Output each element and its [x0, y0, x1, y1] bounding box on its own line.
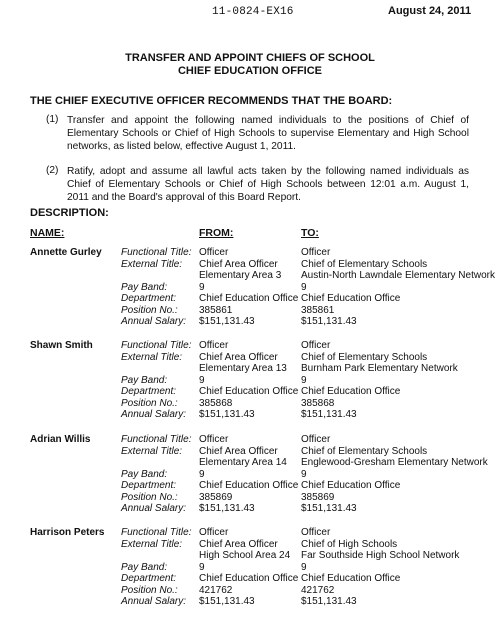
to-value: Chief of Elementary Schools — [301, 258, 428, 270]
to-value: Officer — [301, 434, 331, 445]
item-number: (1) — [46, 114, 59, 125]
from-value: Chief Education Office — [199, 293, 299, 304]
from-value: Officer — [199, 434, 229, 445]
from-value: Officer — [199, 247, 229, 258]
to-value: Chief of Elementary Schools — [301, 445, 428, 457]
item-text: Transfer and appoint the following named individuals to the positions of Chief of Elementary Schools or Chief of High Schools to supervise Elementary and High School networks, as listed below, effective August 1, 2011. — [67, 115, 469, 152]
item-number: (2) — [46, 165, 59, 176]
field-label: External Title: — [121, 445, 183, 457]
from-value: 421762 — [199, 584, 233, 596]
field-label: Pay Band: — [121, 468, 168, 480]
report-date: August 24, 2011 — [388, 5, 472, 17]
field-label: Annual Salary: — [121, 316, 187, 327]
from-value: 9 — [199, 281, 205, 293]
from-value: $151,131.43 — [199, 409, 255, 420]
to-value: Officer — [301, 247, 331, 258]
to-value: Officer — [301, 340, 331, 351]
recommend-heading: THE CHIEF EXECUTIVE OFFICER RECOMMENDS THAT THE BOARD: — [30, 95, 393, 107]
field-label: Position No.: — [121, 584, 178, 596]
from-value: Officer — [199, 527, 229, 538]
from-value: $151,131.43 — [199, 596, 255, 607]
field-label: Functional Title: — [121, 340, 192, 351]
field-label: External Title: — [121, 538, 183, 550]
from-value: Chief Area Officer — [199, 258, 278, 270]
field-label: Annual Salary: — [121, 596, 187, 607]
to-value: Burnham Park Elementary Network — [301, 363, 458, 374]
to-value: $151,131.43 — [301, 409, 357, 420]
from-value: Chief Area Officer — [199, 351, 278, 363]
from-value: Officer — [199, 340, 229, 351]
from-value: $151,131.43 — [199, 503, 255, 514]
from-value: 9 — [199, 561, 205, 573]
to-value: 9 — [301, 281, 307, 293]
to-value: Officer — [301, 527, 331, 538]
field-label: Pay Band: — [121, 561, 168, 573]
field-label: External Title: — [121, 258, 183, 270]
from-value: Elementary Area 3 — [199, 270, 282, 281]
to-value: 9 — [301, 374, 307, 386]
from-value: High School Area 24 — [199, 550, 291, 561]
to-value: Chief of High Schools — [301, 538, 398, 550]
field-label: Department: — [121, 293, 177, 304]
from-value: 9 — [199, 468, 205, 480]
from-value: Chief Education Office — [199, 573, 299, 584]
report-subtitle: CHIEF EDUCATION OFFICE — [177, 65, 322, 77]
to-value: $151,131.43 — [301, 503, 357, 514]
field-label: Functional Title: — [121, 434, 192, 445]
to-value: Chief Education Office — [301, 480, 401, 491]
from-value: Chief Education Office — [199, 480, 299, 491]
field-label: Annual Salary: — [121, 503, 187, 514]
from-value: 385869 — [199, 491, 233, 503]
field-label: Department: — [121, 386, 177, 397]
to-value: 9 — [301, 561, 307, 573]
to-value: Austin-North Lawndale Elementary Network — [301, 270, 495, 281]
person-name: Harrison Peters — [30, 527, 105, 538]
to-value: 9 — [301, 468, 307, 480]
from-value: $151,131.43 — [199, 316, 255, 327]
field-label: Department: — [121, 573, 177, 584]
document-number: 11-0824-EX16 — [212, 6, 294, 18]
column-header-name: NAME: — [30, 227, 65, 239]
column-header-from: FROM: — [199, 227, 234, 239]
report-title: TRANSFER AND APPOINT CHIEFS OF SCHOOL — [125, 52, 375, 64]
to-value: 385868 — [301, 397, 335, 409]
from-value: 385868 — [199, 397, 233, 409]
person-name: Shawn Smith — [30, 340, 93, 351]
field-label: Annual Salary: — [121, 409, 187, 420]
to-value: Chief of Elementary Schools — [301, 351, 428, 363]
from-value: 385861 — [199, 304, 233, 316]
field-label: Position No.: — [121, 491, 178, 503]
description-heading: DESCRIPTION: — [30, 207, 109, 219]
field-label: External Title: — [121, 351, 183, 363]
field-label: Department: — [121, 480, 177, 491]
field-label: Pay Band: — [121, 281, 168, 293]
person-name: Annette Gurley — [30, 247, 102, 258]
from-value: Elementary Area 13 — [199, 363, 287, 374]
from-value: 9 — [199, 374, 205, 386]
field-label: Pay Band: — [121, 374, 168, 386]
person-name: Adrian Willis — [30, 434, 91, 445]
to-value: 385869 — [301, 491, 335, 503]
to-value: Chief Education Office — [301, 573, 401, 584]
to-value: Chief Education Office — [301, 386, 401, 397]
from-value: Chief Area Officer — [199, 445, 278, 457]
field-label: Position No.: — [121, 304, 178, 316]
from-value: Elementary Area 14 — [199, 457, 287, 468]
to-value: Far Southside High School Network — [301, 550, 460, 561]
to-value: Englewood-Gresham Elementary Network — [301, 457, 488, 468]
field-label: Functional Title: — [121, 247, 192, 258]
to-value: 385861 — [301, 304, 335, 316]
column-header-to: TO: — [301, 227, 319, 239]
to-value: 421762 — [301, 584, 335, 596]
item-text: Ratify, adopt and assume all lawful acts taken by the following named individuals as Chief of Elementary Schools or Chief of High Schools between 12:01 a.m. August 1, 2011 and the Board's approval of this Board Report. — [67, 166, 469, 203]
to-value: $151,131.43 — [301, 316, 357, 327]
field-label: Functional Title: — [121, 527, 192, 538]
field-label: Position No.: — [121, 397, 178, 409]
to-value: $151,131.43 — [301, 596, 357, 607]
to-value: Chief Education Office — [301, 293, 401, 304]
from-value: Chief Area Officer — [199, 538, 278, 550]
from-value: Chief Education Office — [199, 386, 299, 397]
